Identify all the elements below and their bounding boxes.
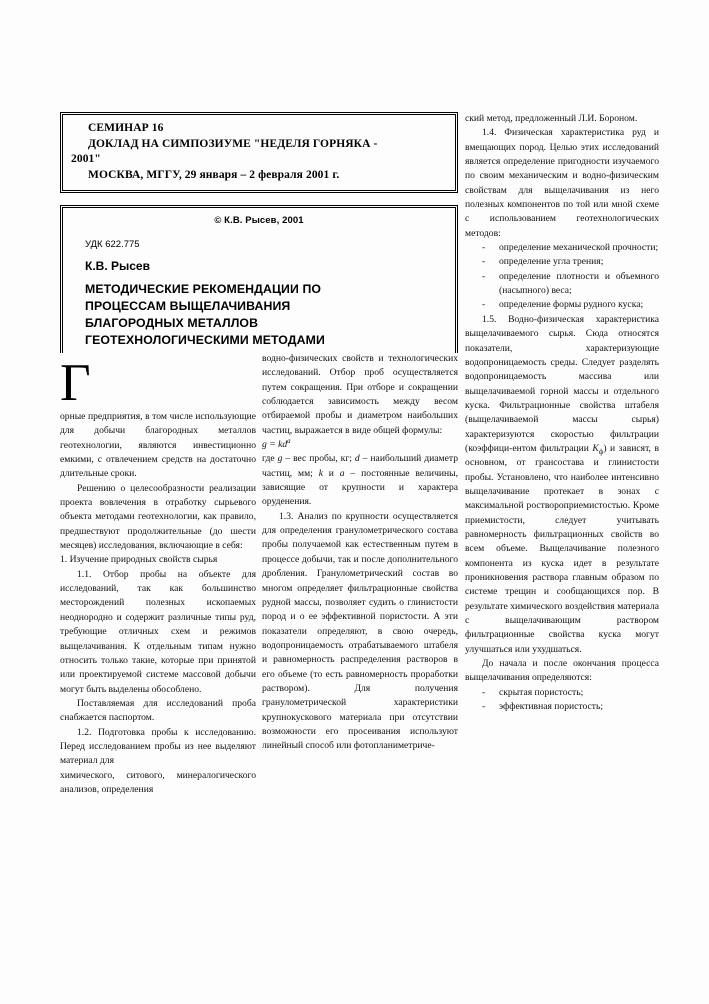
formula-equals: = xyxy=(266,439,279,451)
title-line-1: МЕТОДИЧЕСКИЕ РЕКОМЕНДАЦИИ ПО xyxy=(85,282,322,296)
title-line-3: БЛАГОРОДНЫХ МЕТАЛЛОВ xyxy=(85,316,259,330)
bullet-list-physical-characteristics xyxy=(465,241,659,313)
list-dash: - xyxy=(482,299,486,311)
symbol-filtration-subscript: ф xyxy=(598,448,604,456)
paragraph: 1.2. Подготовка пробы к исследованию. Перед исследованием пробы из нее выделяют материал для xyxy=(60,726,256,767)
list-dash: - xyxy=(482,242,486,254)
list-item xyxy=(465,241,659,255)
list-item xyxy=(465,686,659,700)
list-dash: - xyxy=(482,270,486,282)
paragraph-formula-legend xyxy=(262,452,458,509)
list-item-label: определение плотности и объемного (насыпного) веса; xyxy=(499,270,659,297)
list-item xyxy=(465,700,659,714)
page-title xyxy=(85,281,445,349)
seminar-header-box xyxy=(60,112,458,193)
paragraph-text-lead: 1.5. Водно-физическая характеристика выщелачиваемого сырья. Сюда относятся показатели, характеризующие водопроницаемость среды. Следует разделять водопроницаемость массива или выщелачиваемой горной массы и отдельного куска. Фильтрационные свойства штабеля (выщелачиваемой массы сырья) характеризуются скоростью фильтрации (коэффици-ентом фильтрации xyxy=(465,313,659,454)
symbol-filtration-coefficient: K xyxy=(592,442,599,454)
title-box xyxy=(60,205,458,353)
venue-date-line: МОСКВА, МГГУ, 29 января – 2 февраля 2001 г. xyxy=(88,168,340,181)
formula-kd: kd xyxy=(278,439,288,451)
list-item-label: определение формы рудного куска; xyxy=(499,299,644,311)
paragraph: До начала и после окончания процесса выщелачивания определяются: xyxy=(465,658,659,684)
symposium-year-line: 2001" xyxy=(71,153,101,165)
paragraph: орные предприятия, в том числе использующие для добычи благородных металлов геотехнологии, являются инвестиционно емкими, с отвлечением средств на достаточно длительные сроки. xyxy=(60,411,256,480)
paragraph-water-physical xyxy=(465,313,659,657)
text-column-middle xyxy=(262,352,458,754)
list-dash: - xyxy=(482,701,486,713)
copyright-line: © К.В. Рысев, 2001 xyxy=(214,215,304,226)
drop-cap-letter: Г xyxy=(60,354,91,412)
list-dash: - xyxy=(482,256,486,268)
legend-text-2: – наибольший диаметр частиц, мм; xyxy=(262,453,458,479)
list-item xyxy=(465,298,659,312)
paragraph: химического, ситового, минералогического анализов, определения xyxy=(60,769,256,795)
list-dash: - xyxy=(482,686,486,698)
formula-exponent: a xyxy=(287,437,291,445)
list-item xyxy=(465,270,659,299)
symposium-report-line: ДОКЛАД НА СИМПОЗИУМЕ "НЕДЕЛЯ ГОРНЯКА - xyxy=(88,137,378,150)
legend-prefix: где xyxy=(262,453,278,465)
title-line-4: ГЕОТЕХНОЛОГИЧЕСКИМИ МЕТОДАМИ xyxy=(85,333,325,347)
text-column-right xyxy=(465,112,659,714)
formula-g: g xyxy=(262,439,267,451)
list-item-label: определение угла трения; xyxy=(499,256,604,268)
bullet-list-porosity xyxy=(465,686,659,715)
list-item-label: эффективная пористость; xyxy=(499,701,604,713)
paragraph: 1.1. Отбор пробы на объекте для исследований, так как большинство месторождений полезных ископаемых неоднородно и содержит различные типы руд, требующие отличных схем и режимов выщелачивания. К отдельным типам нужно относить только такие, которые при принятой или проектируемой системе массовой добычи могут быть выделены обособлено. xyxy=(60,568,256,695)
legend-var-k: k xyxy=(318,467,323,479)
paragraph: ский метод, предложенный Л.И. Бороном. xyxy=(465,113,638,124)
legend-text-4: – постоянные величины, зависящие от крупности и характера оруденения. xyxy=(262,467,459,508)
formula-sample-weight xyxy=(262,438,458,452)
seminar-number: СЕМИНАР 16 xyxy=(88,122,164,134)
dropcap-holder xyxy=(60,354,256,412)
text-column-left xyxy=(60,354,256,797)
udk-code: УДК 622.775 xyxy=(85,239,140,250)
list-item xyxy=(465,255,659,269)
paragraph: Поставляемая для исследований проба снабжается паспортом. xyxy=(60,697,256,724)
paragraph: 1.3. Анализ по крупности осуществляется для определения гранулометрического состава пробы получаемой как естественным путем в процессе добычи, так и после дополнительного дробления. Гранулометрический состав во многом определяет фильтрационные свойства рудной массы, позволяет судить о глинистости пород и о ее эффективной пористости. А эти показатели определяют, в свою очередь, водопроницаемость отрабатываемого штабеля и равномерность распределения растворов в его объеме (то есть равномерность проработки раствором). Для получения гранулометрической характеристики крупнокускового материала при отсутствии возможности его просеивания используют линейный способ или фотопланиметриче- xyxy=(262,510,458,752)
paragraph: 1.4. Физическая характеристика руд и вмещающих пород. Целью этих исследований является определение пригодности изучаемого по своим механическим и водно-физическим свойствам для выщелачивания из него полезных компонентов по той или мной схеме с использованием геотехнологических методов: xyxy=(465,127,659,239)
list-item-label: скрытая пористость; xyxy=(499,686,584,698)
legend-var-a: a xyxy=(339,467,345,479)
paragraph: водно-физических свойств и технологических исследований. Отбор проб осуществляется путем сокращения. При отборе и сокращении соблюдается зависимость между весом отбираемой пробы и диаметром наибольших частиц, выражается в виде общей формулы: xyxy=(262,353,458,436)
title-line-2: ПРОЦЕССАМ ВЫЩЕЛАЧИВАНИЯ xyxy=(85,299,291,313)
legend-text-1: – вес пробы, кг; xyxy=(282,453,355,465)
paragraph: Решению о целесообразности реализации проекта вовлечения в отработку сырьевого объекта методами геотехнологии, как правило, предшествуют продолжительные (до шести месяцев) исследования, включающие в себя: xyxy=(60,482,256,552)
paragraph-text-tail: ) и зависят, в основном, от грансостава и глинистости пробы. Установлено, что наиболее интенсивно выщелачивание протекает в зонах с максимальной роствороприемистостью. Кроме приемистости, следует учитывать равномерность фильтрационных свойств во всем объеме. Выщелачивание полезного компонента из куска идет в результате проникновения раствора главным образом по системе трещин и сообщающихся пор. В результате химического воздействия материала с выщелачивающим раствором фильтрационные свойства куска могут улучшаться или ухудшаться. xyxy=(465,442,659,655)
legend-text-3: и xyxy=(322,467,340,479)
legend-var-g: g xyxy=(277,453,283,465)
paragraph: 1. Изучение природных свойств сырья xyxy=(60,554,218,566)
author-name: К.В. Рысев xyxy=(85,259,150,273)
legend-var-d: d xyxy=(354,453,360,465)
list-item-label: определение механической прочности; xyxy=(499,242,659,254)
